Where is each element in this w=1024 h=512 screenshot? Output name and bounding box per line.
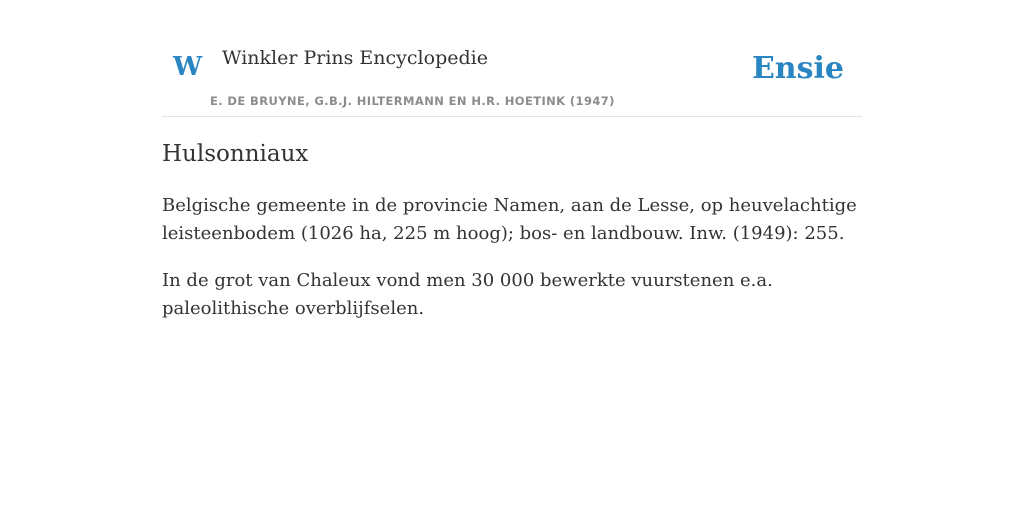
winkler-prins-logo-icon[interactable]: W — [173, 52, 203, 82]
source-authors: E. DE BRUYNE, G.B.J. HILTERMANN EN H.R. HOETINK (1947) — [210, 94, 615, 108]
source-title[interactable]: Winkler Prins Encyclopedie — [222, 47, 488, 69]
entry-title: Hulsonniaux — [162, 141, 309, 167]
source-header — [162, 30, 862, 117]
entry-paragraph: Belgische gemeente in de provincie Namen, aan de Lesse, op heuvelachtige leisteenbodem (1026 ha, 225 m hoog); bos- en landbouw. Inw. (1949): 255. — [162, 195, 857, 244]
entry-content — [162, 138, 862, 342]
ensie-logo-link[interactable]: Ensie — [751, 51, 844, 86]
entry-paragraph: In de grot van Chaleux vond men 30 000 bewerkte vuurstenen e.a. paleolithische overblijfselen. — [162, 270, 773, 319]
